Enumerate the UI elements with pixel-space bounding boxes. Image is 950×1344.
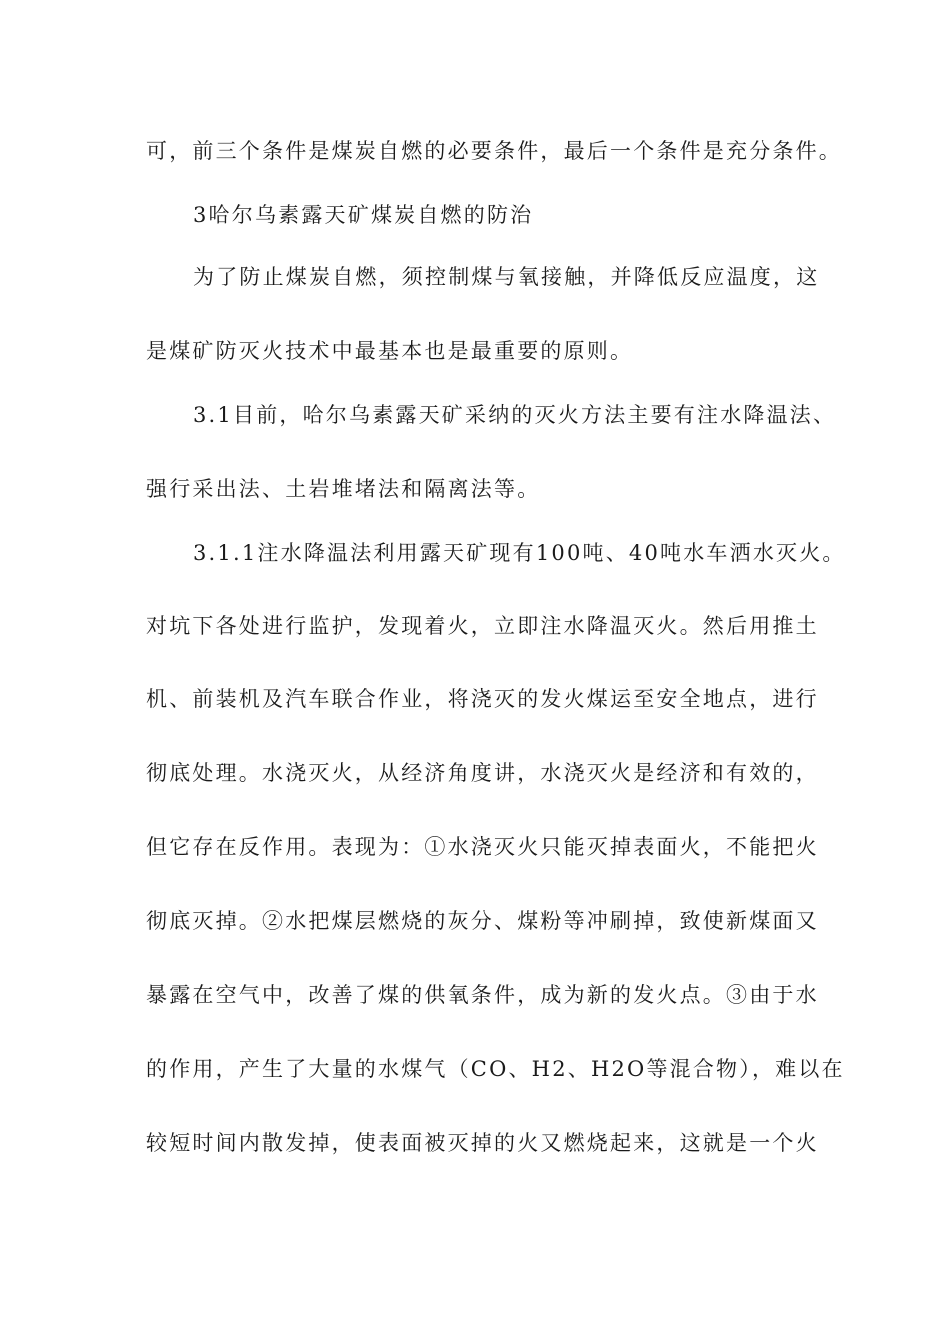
text-line-10: 彻底处理。水浇灭火，从经济角度讲，水浇灭火是经济和有效的， xyxy=(146,761,819,785)
text-line-12: 彻底灭掉。②水把煤层燃烧的灰分、煤粉等冲刷掉，致使新煤面又 xyxy=(146,909,819,933)
text-line-1: 可，前三个条件是煤炭自燃的必要条件，最后一个条件是充分条件。 xyxy=(146,139,842,163)
section-heading-3-1-1: 3.1.1注水降温法利用露天矿现有100吨、40吨水车洒水灭火。 xyxy=(193,541,846,565)
text-line-6: 强行采出法、土岩堆堵法和隔离法等。 xyxy=(146,477,541,501)
text-line-3: 为了防止煤炭自燃，须控制煤与氧接触，并降低反应温度，这 xyxy=(193,265,820,289)
text-line-8: 对坑下各处进行监护，发现着火，立即注水降温灭火。然后用推土 xyxy=(146,614,819,638)
text-line-4: 是煤矿防灭火技术中最基本也是最重要的原则。 xyxy=(146,339,634,363)
text-line-13: 暴露在空气中，改善了煤的供氧条件，成为新的发火点。③由于水 xyxy=(146,983,819,1007)
section-heading-3: 3哈尔乌素露天矿煤炭自燃的防治 xyxy=(193,203,534,227)
text-line-11: 但它存在反作用。表现为：①水浇灭火只能灭掉表面火，不能把火 xyxy=(146,835,819,859)
text-line-15: 较短时间内散发掉，使表面被灭掉的火又燃烧起来，这就是一个火 xyxy=(146,1131,819,1155)
text-line-9: 机、前装机及汽车联合作业，将浇灭的发火煤运至安全地点，进行 xyxy=(146,687,819,711)
text-line-14: 的作用，产生了大量的水煤气（CO、H2、H2O等混合物），难以在 xyxy=(146,1057,845,1081)
section-heading-3-1: 3.1目前，哈尔乌素露天矿采纳的灭火方法主要有注水降温法、 xyxy=(193,403,837,427)
